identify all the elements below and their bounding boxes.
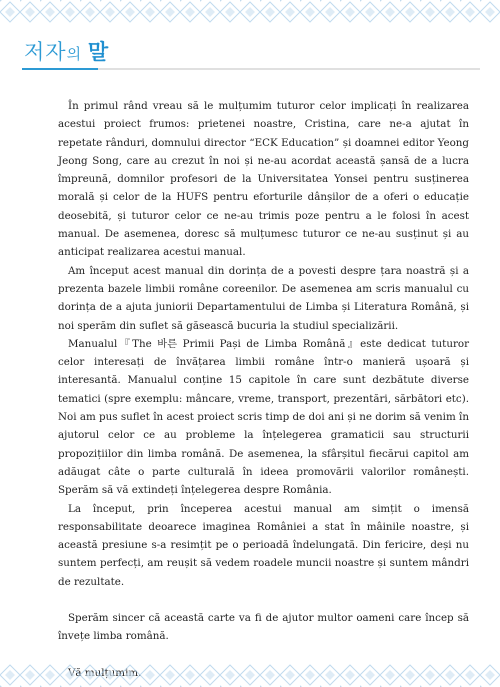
- paragraph-manual-description: Manualul『The 바른 Primii Pași de Limba Română』este dedicat tuturor celor interesați de învățarea limbii române într-o manieră ușoară și interesantă. Manualul conține 15 capitole în care sunt dezbătute diverse tematici (spre exemplu: mâncare, vreme, transport, prezentări, sărbători etc). Noi am pus suflet în acest proiect scris timp de doi ani și ne dorim să venim în ajutorul celor ce au probleme la înțelegerea gramaticii sau structurii propozițiilor din limba română. De asemenea, la sfârșitul fiecărui capitol am adăugat câte o parte culturală în ideea promovării valorilor românești. Sperăm să vă extindeți înțelegerea despre România.: [58, 337, 470, 497]
- page-title: [24, 36, 109, 66]
- paragraph-responsibility: La început, prin începerea acestui manual am simțit o imensă responsabilitate deoarece imaginea României a stat în mâinile noastre, și această presiune s-a resimțit pe o perioadă îndelungată. Din fericire, deși nu suntem perfecți, am reușit să vedem roadele muncii noastre și suntem mândri de rezultate.: [58, 502, 469, 588]
- preface-body: [58, 97, 469, 682]
- decorative-border-top: [0, 0, 500, 24]
- decorative-border-bottom: [0, 663, 500, 687]
- paragraph-motivation: Am început acest manual din dorința de a povesti despre țara noastră și a prezenta bazele limbii române coreenilor. De asemenea am scris manualul cu dorința de a ajuta juniorii Departamentului de Limba și Literatura Română, și noi sperăm din suflet să găsească bucuria la studiul specializării.: [58, 264, 469, 332]
- title-part-possessive: 의: [66, 45, 88, 63]
- title-part-word: 말: [87, 40, 110, 64]
- paragraph-acknowledgements: În primul rând vreau să le mulțumim tuturor celor implicați în realizarea acestui proiect frumos: prietenei noastre, Cristina, care ne-a ajutat în repetate rânduri, domnului director “ECK Education” și doamnei editor Yeong Jeong Song, care au crezut în noi și ne-au acordat această șansă de a lucra împreună, domnilor profesori de la Universitatea Yonsei pentru susținerea morală și celor de la HUFS pentru eforturile dânșilor de a oferi o educație deosebită, și tuturor celor ce ne-au trimis poze pentru a le folosi în acest manual. De asemenea, doresc să mulțumesc tuturor ce ne-au susținut și au anticipat realizarea acestui manual.: [58, 100, 469, 259]
- title-underline-accent: [22, 68, 98, 70]
- paragraph-hope: Sperăm sincer că această carte va fi de ajutor multor oameni care încep să învețe limba română.: [58, 612, 469, 643]
- title-underline: [22, 68, 480, 70]
- title-part-author: 저자: [24, 40, 67, 64]
